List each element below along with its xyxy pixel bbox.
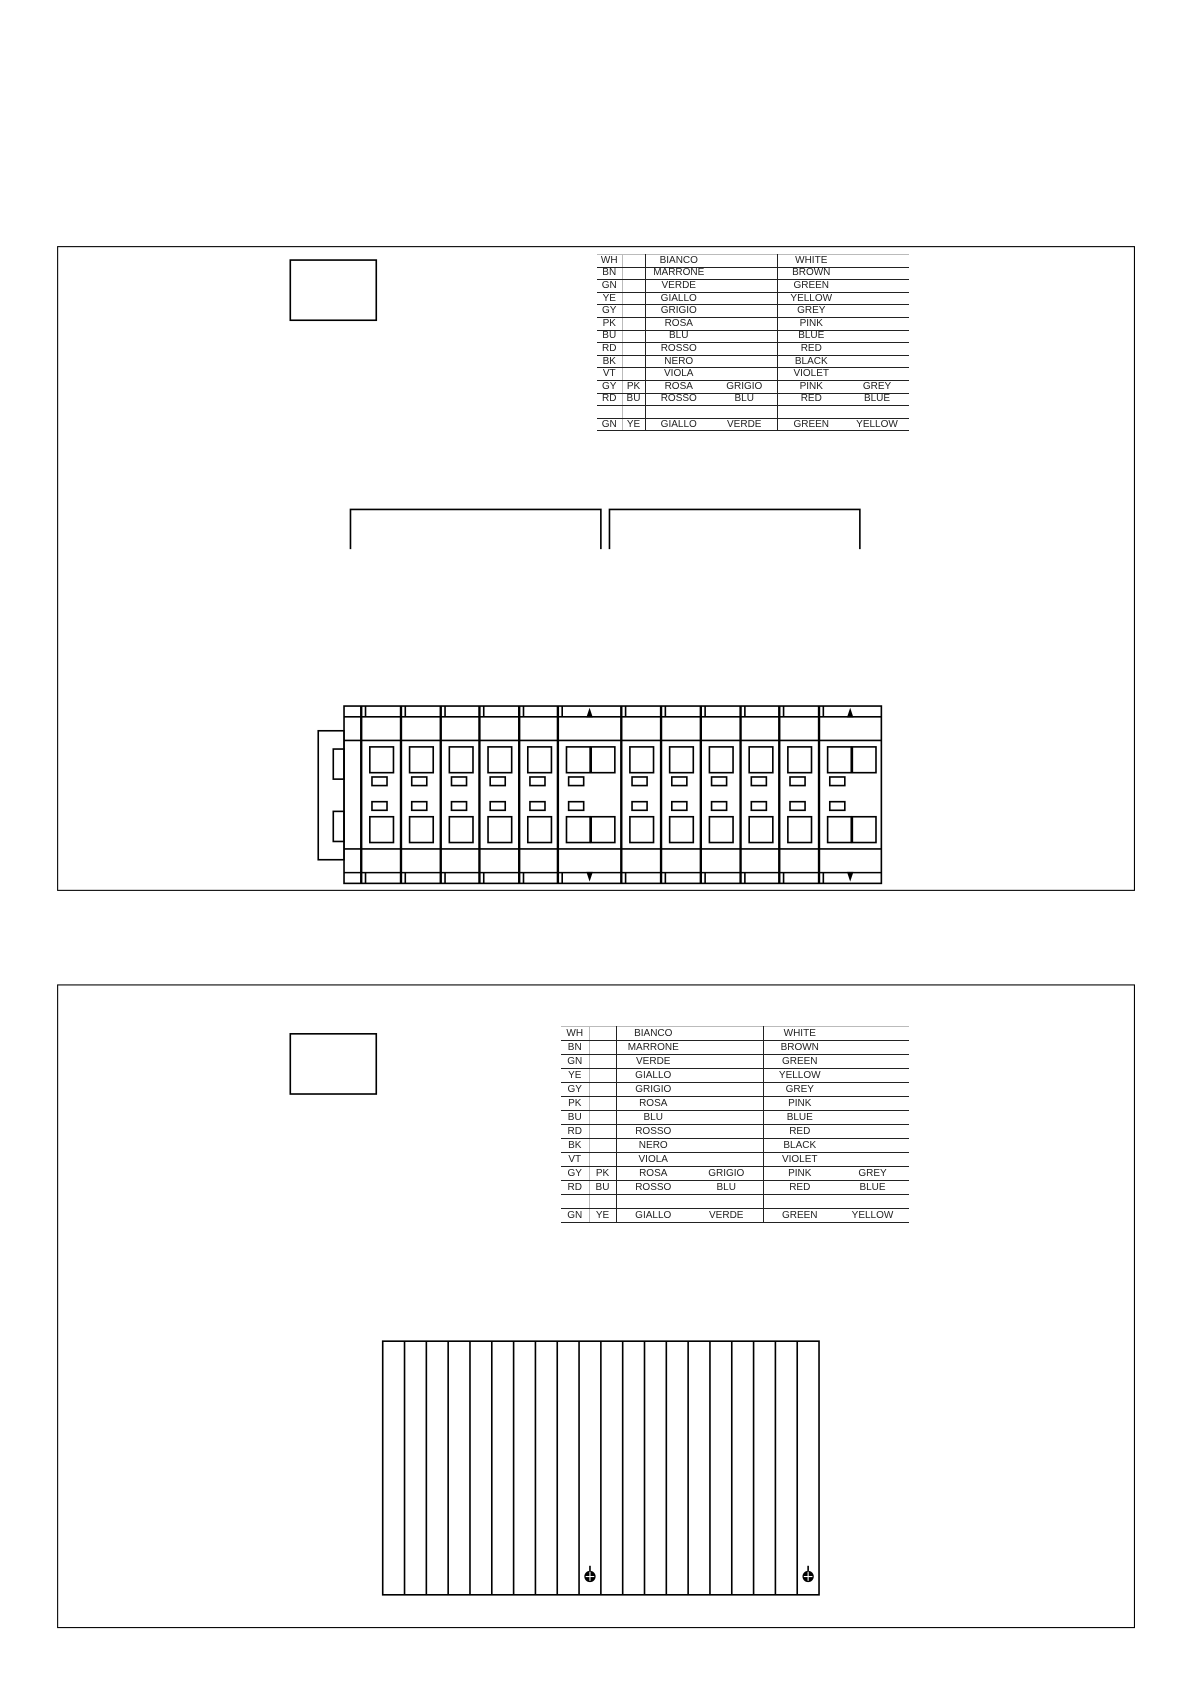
color-table-cell [589, 1139, 616, 1153]
color-table-cell [712, 343, 777, 356]
arrow-marker [848, 710, 852, 716]
color-table-cell [616, 1195, 690, 1209]
color-table-cell: GREEN [763, 1055, 836, 1069]
color-table-cell: WH [597, 255, 622, 268]
color-table-row [561, 1083, 909, 1097]
color-table-cell: VERDE [712, 418, 777, 431]
wire-entry [788, 747, 812, 773]
color-table-cell [836, 1125, 909, 1139]
color-table-cell [836, 1027, 909, 1041]
color-table-row [597, 343, 909, 356]
color-table-cell [589, 1111, 616, 1125]
panel-2-label-box [290, 1034, 376, 1094]
color-table-cell: VERDE [616, 1055, 690, 1069]
wire-entry [828, 817, 852, 843]
color-table-cell: BK [597, 355, 622, 368]
terminal-block [318, 706, 881, 883]
color-table-cell: BLUE [845, 393, 909, 406]
color-table-cell [622, 368, 645, 381]
color-table-cell [712, 280, 777, 293]
release-slot [830, 802, 845, 811]
color-table-cell [589, 1027, 616, 1041]
color-table-cell [836, 1195, 909, 1209]
color-table-cell: RD [561, 1125, 589, 1139]
color-table-cell [690, 1055, 763, 1069]
wire-entry [410, 747, 434, 773]
color-table-cell [836, 1083, 909, 1097]
color-table-cell [690, 1041, 763, 1055]
color-table-cell: GN [597, 280, 622, 293]
color-table-cell [836, 1153, 909, 1167]
ground-icon [585, 1566, 595, 1582]
color-table-cell [845, 280, 909, 293]
arrow-marker [587, 873, 591, 879]
color-table-cell: YE [589, 1209, 616, 1223]
color-table-cell: MARRONE [616, 1041, 690, 1055]
color-table-cell: BLUE [836, 1181, 909, 1195]
color-table-row [561, 1139, 909, 1153]
release-slot [490, 777, 505, 786]
color-table-cell [561, 1195, 589, 1209]
release-slot [751, 777, 766, 786]
bracket-right [609, 509, 859, 549]
wire-entry [591, 817, 615, 843]
color-table-cell [589, 1069, 616, 1083]
color-table-cell [589, 1083, 616, 1097]
color-table-cell [589, 1195, 616, 1209]
color-table-cell: YELLOW [763, 1069, 836, 1083]
color-table-cell [712, 255, 777, 268]
wire-entry [828, 747, 852, 773]
wire-entry [528, 747, 552, 773]
color-table-cell: GN [597, 418, 622, 431]
release-slot [672, 802, 687, 811]
color-table-row [561, 1055, 909, 1069]
color-table-cell: BLU [616, 1111, 690, 1125]
color-table-cell [845, 292, 909, 305]
release-slot [790, 777, 805, 786]
wire-entry [566, 747, 590, 773]
release-slot [751, 802, 766, 811]
color-table-cell: GIALLO [616, 1069, 690, 1083]
color-table-cell: BLU [690, 1181, 763, 1195]
color-table-cell [597, 406, 622, 419]
wire-entry [488, 747, 512, 773]
din-clip-tab [333, 749, 344, 779]
color-table-row [561, 1167, 909, 1181]
color-table-cell [845, 343, 909, 356]
color-table-cell [712, 292, 777, 305]
color-table-cell [645, 406, 712, 419]
color-table-cell: RED [777, 343, 845, 356]
wire-entry [709, 817, 733, 843]
color-table-row [597, 393, 909, 406]
color-table-cell: GY [561, 1167, 589, 1181]
color-table-cell: ROSA [645, 317, 712, 330]
color-table-cell [690, 1125, 763, 1139]
color-table-cell: PK [622, 380, 645, 393]
color-table-row [597, 317, 909, 330]
color-table-cell [845, 406, 909, 419]
color-table-cell [836, 1041, 909, 1055]
color-table-cell [589, 1097, 616, 1111]
color-table-cell [690, 1083, 763, 1097]
color-table-cell: GY [561, 1083, 589, 1097]
color-table-cell [589, 1153, 616, 1167]
color-table-cell [777, 406, 845, 419]
color-table-cell: BLACK [763, 1139, 836, 1153]
color-table-cell: ROSSO [645, 343, 712, 356]
color-table-cell: RD [561, 1181, 589, 1195]
color-table-row [597, 280, 909, 293]
color-table-cell: MARRONE [645, 267, 712, 280]
wire-entry [630, 747, 654, 773]
color-table-cell: BLUE [777, 330, 845, 343]
color-table-cell: BK [561, 1139, 589, 1153]
color-table-row [597, 305, 909, 318]
color-table-cell: BLACK [777, 355, 845, 368]
color-table-cell [589, 1125, 616, 1139]
release-slot [569, 802, 584, 811]
color-table-row [561, 1041, 909, 1055]
color-table-cell [622, 305, 645, 318]
color-table-cell: BN [597, 267, 622, 280]
release-slot [632, 777, 647, 786]
color-table-cell: VIOLA [645, 368, 712, 381]
color-table-row [597, 255, 909, 268]
color-table-row [561, 1153, 909, 1167]
terminal-block-body [344, 706, 881, 883]
color-table-cell: YELLOW [777, 292, 845, 305]
color-table-cell [712, 330, 777, 343]
color-table-cell [845, 355, 909, 368]
color-table-cell: ROSA [616, 1097, 690, 1111]
color-table-cell: PINK [777, 317, 845, 330]
wire-entry [709, 747, 733, 773]
color-table-cell: GY [597, 305, 622, 318]
color-table-cell [712, 267, 777, 280]
release-slot [530, 802, 545, 811]
wire-entry [370, 817, 394, 843]
color-table-cell [589, 1041, 616, 1055]
color-table-row [561, 1209, 909, 1223]
color-table-cell: GREY [763, 1083, 836, 1097]
color-table-cell: GN [561, 1055, 589, 1069]
color-table-cell: BU [561, 1111, 589, 1125]
din-clip-tab [333, 811, 344, 841]
color-table-cell: RED [763, 1181, 836, 1195]
color-table-cell: GN [561, 1209, 589, 1223]
color-table-cell: VIOLET [777, 368, 845, 381]
color-table-cell: PK [561, 1097, 589, 1111]
color-table-cell: NERO [616, 1139, 690, 1153]
release-slot [672, 777, 687, 786]
color-table-row [561, 1097, 909, 1111]
color-table-cell: GREEN [777, 280, 845, 293]
color-table-cell: PK [597, 317, 622, 330]
panel-1-label-box [290, 260, 376, 320]
color-table-row [561, 1181, 909, 1195]
color-table-row [597, 267, 909, 280]
color-table-cell [690, 1139, 763, 1153]
color-code-table-1 [597, 254, 909, 431]
color-table-cell: YELLOW [836, 1209, 909, 1223]
color-table-cell: GIALLO [645, 292, 712, 305]
color-table-cell [836, 1139, 909, 1153]
ground-icon [803, 1566, 813, 1582]
color-table-cell: PINK [763, 1167, 836, 1181]
color-table-cell: GY [597, 380, 622, 393]
arrow-marker [848, 873, 852, 879]
color-table-cell [622, 317, 645, 330]
color-table-cell: YE [561, 1069, 589, 1083]
color-table-row [561, 1111, 909, 1125]
color-table-cell: GREY [845, 380, 909, 393]
color-table-cell [845, 305, 909, 318]
din-clip [318, 731, 344, 860]
release-slot [412, 802, 427, 811]
color-table-cell: GREEN [777, 418, 845, 431]
color-table-cell: YE [622, 418, 645, 431]
color-table-cell: BROWN [763, 1041, 836, 1055]
color-table-cell [836, 1069, 909, 1083]
color-table-cell: GREEN [763, 1209, 836, 1223]
color-table-cell: BU [622, 393, 645, 406]
wire-entry [449, 817, 473, 843]
color-table-cell [589, 1055, 616, 1069]
color-table-cell [622, 343, 645, 356]
wire-entry [749, 817, 773, 843]
color-table-cell: GIALLO [616, 1209, 690, 1223]
wire-entry [370, 747, 394, 773]
color-table-cell: WHITE [763, 1027, 836, 1041]
wire-entry [670, 817, 694, 843]
color-table-cell: ROSSO [616, 1125, 690, 1139]
color-code-table-2 [561, 1026, 909, 1223]
wire-entry [852, 747, 876, 773]
terminal-strip [383, 1341, 819, 1595]
color-table-cell [712, 305, 777, 318]
color-table-cell: WH [561, 1027, 589, 1041]
wire-entry [528, 817, 552, 843]
color-table-cell: GIALLO [645, 418, 712, 431]
color-table-row [597, 418, 909, 431]
color-table-cell: VT [597, 368, 622, 381]
color-table-cell [845, 368, 909, 381]
color-table-row [597, 330, 909, 343]
color-table-cell: BLU [645, 330, 712, 343]
release-slot [451, 777, 466, 786]
color-table-cell [622, 330, 645, 343]
color-table-cell [845, 267, 909, 280]
color-table-cell [845, 317, 909, 330]
color-table-cell: BIANCO [645, 255, 712, 268]
color-table-cell: YELLOW [845, 418, 909, 431]
color-table-cell: GRIGIO [712, 380, 777, 393]
color-table-cell [836, 1055, 909, 1069]
release-slot [830, 777, 845, 786]
color-table-cell: BIANCO [616, 1027, 690, 1041]
release-slot [712, 777, 727, 786]
release-slot [412, 777, 427, 786]
color-table-cell: VERDE [645, 280, 712, 293]
color-table-cell [622, 267, 645, 280]
wire-entry [788, 817, 812, 843]
color-table-cell: GRIGIO [616, 1083, 690, 1097]
color-table-cell: RED [763, 1125, 836, 1139]
color-table-row [597, 355, 909, 368]
color-table-cell: RD [597, 343, 622, 356]
release-slot [451, 802, 466, 811]
release-slot [569, 777, 584, 786]
wire-entry [630, 817, 654, 843]
color-table-cell: BU [589, 1181, 616, 1195]
color-table-cell: VT [561, 1153, 589, 1167]
color-table-cell [836, 1097, 909, 1111]
color-table-cell [690, 1027, 763, 1041]
color-table-row [561, 1069, 909, 1083]
release-slot [790, 802, 805, 811]
wire-entry [488, 817, 512, 843]
wire-entry [566, 817, 590, 843]
wire-entry [410, 817, 434, 843]
color-table-cell [690, 1111, 763, 1125]
color-table-cell [712, 355, 777, 368]
color-table-cell [845, 255, 909, 268]
color-table-cell: VERDE [690, 1209, 763, 1223]
release-slot [490, 802, 505, 811]
color-table-cell [690, 1153, 763, 1167]
color-table-cell: WHITE [777, 255, 845, 268]
color-table-cell: RED [777, 393, 845, 406]
color-table-cell: BLU [712, 393, 777, 406]
wire-entry [449, 747, 473, 773]
color-table-row [597, 406, 909, 419]
release-slot [372, 777, 387, 786]
color-table-row [597, 380, 909, 393]
color-table-cell [690, 1097, 763, 1111]
release-slot [712, 802, 727, 811]
color-table-cell [712, 317, 777, 330]
color-table-cell: ROSSO [616, 1181, 690, 1195]
color-table-row [561, 1125, 909, 1139]
color-table-cell [622, 280, 645, 293]
wire-entry [591, 747, 615, 773]
color-table-cell: ROSSO [645, 393, 712, 406]
color-table-cell [622, 355, 645, 368]
release-slot [372, 802, 387, 811]
wire-entry [852, 817, 876, 843]
color-table-cell: PINK [763, 1097, 836, 1111]
color-table-cell: VIOLET [763, 1153, 836, 1167]
color-table-row [561, 1027, 909, 1041]
release-slot [632, 802, 647, 811]
color-table-cell: RD [597, 393, 622, 406]
arrow-marker [587, 710, 591, 716]
color-table-cell: ROSA [645, 380, 712, 393]
color-table-cell: BU [597, 330, 622, 343]
color-table-cell [690, 1069, 763, 1083]
color-table-row [597, 368, 909, 381]
bracket-left [350, 509, 600, 549]
color-table-row [561, 1195, 909, 1209]
color-table-cell: VIOLA [616, 1153, 690, 1167]
release-slot [530, 777, 545, 786]
color-table-cell: PINK [777, 380, 845, 393]
color-table-cell [690, 1195, 763, 1209]
wire-entry [749, 747, 773, 773]
color-table-cell [845, 330, 909, 343]
color-table-cell [763, 1195, 836, 1209]
color-table-cell [712, 368, 777, 381]
color-table-cell: PK [589, 1167, 616, 1181]
color-table-cell: ROSA [616, 1167, 690, 1181]
wire-entry [670, 747, 694, 773]
color-table-cell [622, 406, 645, 419]
color-table-cell: NERO [645, 355, 712, 368]
color-table-cell: BN [561, 1041, 589, 1055]
color-table-cell: BLUE [763, 1111, 836, 1125]
color-table-cell [622, 292, 645, 305]
color-table-cell: GRIGIO [645, 305, 712, 318]
color-table-cell [712, 406, 777, 419]
color-table-cell: GREY [777, 305, 845, 318]
color-table-cell: YE [597, 292, 622, 305]
color-table-cell: BROWN [777, 267, 845, 280]
color-table-cell: GRIGIO [690, 1167, 763, 1181]
color-table-cell: GREY [836, 1167, 909, 1181]
color-table-row [597, 292, 909, 305]
color-table-cell [622, 255, 645, 268]
color-table-cell [836, 1111, 909, 1125]
